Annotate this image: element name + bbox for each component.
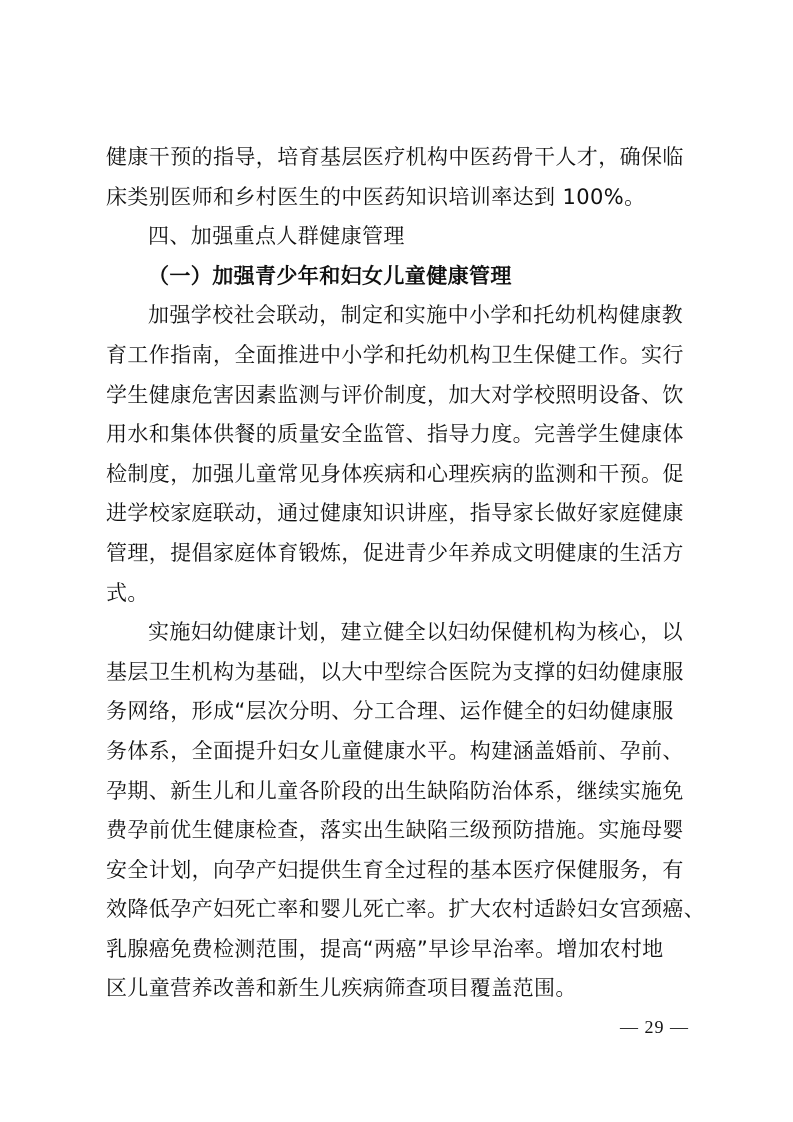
paragraph-first-line: 加强学校社会联动，制定和实施中小学和托幼机构健康教	[148, 303, 683, 328]
text-line: 健康干预的指导，培育基层医疗机构中医药骨干人才，确保临	[106, 145, 684, 169]
text-line: 区儿童营养改善和新生儿疾病筛查项目覆盖范围。	[106, 976, 577, 1001]
text-line: 安全计划，向孕产妇提供生育全过程的基本医疗保健服务，有	[106, 857, 684, 882]
text-line: 乳腺癌免费检测范围，提高“两癌”早诊早治率。增加农村地	[106, 936, 664, 961]
text-line: 检制度，加强儿童常见身体疾病和心理疾病的监测和干预。促	[106, 461, 684, 486]
text-line: 式。	[106, 580, 149, 605]
text-line: 床类别医师和乡村医生的中医药知识培训率达到 100%。	[106, 184, 646, 209]
text-line: 务网络，形成“层次分明、分工合理、运作健全的妇幼健康服	[106, 699, 674, 724]
text-line: 管理，提倡家庭体育锻炼，促进青少年养成文明健康的生活方	[106, 540, 684, 565]
paragraph-first-line: 实施妇幼健康计划，建立健全以妇幼保健机构为核心，以	[148, 620, 683, 645]
text-line: 效降低孕产妇死亡率和婴儿死亡率。扩大农村适龄妇女宫颈癌、	[106, 897, 706, 922]
text-line: 育工作指南，全面推进中小学和托幼机构卫生保健工作。实行	[106, 342, 684, 367]
text-line: 费孕前优生健康检查，落实出生缺陷三级预防措施。实施母婴	[106, 818, 684, 843]
text-line: 基层卫生机构为基础，以大中型综合医院为支撑的妇幼健康服	[106, 659, 684, 684]
page-number: — 29 —	[620, 1017, 689, 1037]
section-heading: 四、加强重点人群健康管理	[148, 224, 405, 249]
text-line: 用水和集体供餐的质量安全监管、指导力度。完善学生健康体	[106, 422, 684, 447]
text-line: 务体系，全面提升妇女儿童健康水平。构建涵盖婚前、孕前、	[106, 738, 684, 763]
text-line: 进学校家庭联动，通过健康知识讲座，指导家长做好家庭健康	[106, 501, 684, 526]
text-line: 学生健康危害因素监测与评价制度，加大对学校照明设备、饮	[106, 382, 684, 407]
text-line: 孕期、新生儿和儿童各阶段的出生缺陷防治体系，继续实施免	[106, 778, 684, 803]
body-text	[106, 138, 706, 1009]
subsection-heading: （一）加强青少年和妇女儿童健康管理	[148, 263, 512, 288]
